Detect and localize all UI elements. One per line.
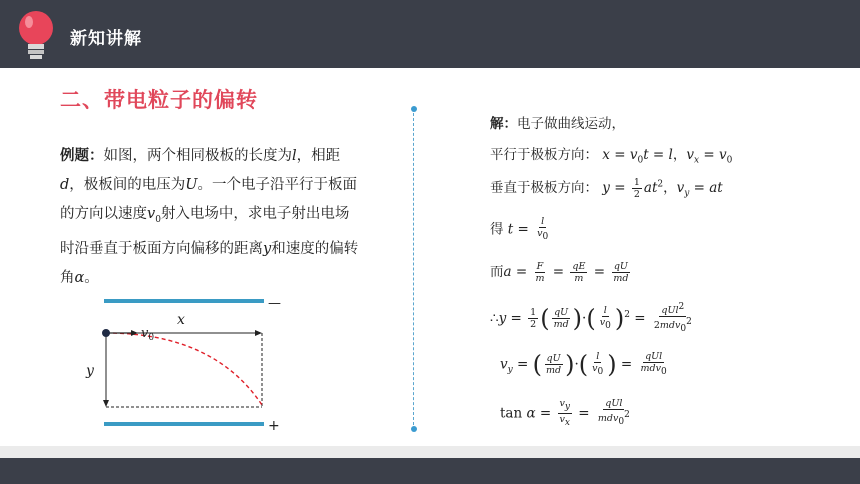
- solution-tag: 解：: [490, 116, 517, 132]
- section-title: 二、带电粒子的偏转: [60, 88, 258, 112]
- symbol-d: d: [60, 177, 70, 193]
- symbol-u: U: [185, 177, 198, 193]
- symbol-y: y: [263, 240, 272, 257]
- example-problem: [60, 142, 360, 293]
- electron-dot: [102, 329, 110, 337]
- example-text: 如图，两个相同极板的长度为: [103, 148, 292, 164]
- electron-trajectory: [106, 333, 262, 405]
- symbol-l: l: [292, 148, 297, 164]
- example-text: 。: [84, 269, 99, 286]
- y-label: y: [86, 363, 94, 379]
- example-text: ，相距: [296, 148, 341, 164]
- example-tag: 例题：: [60, 148, 104, 164]
- x-arrowhead: [255, 330, 262, 336]
- divider-line: [413, 108, 414, 430]
- header-title: 新知讲解: [70, 29, 142, 49]
- example-text: ，极板间的电压为: [69, 177, 186, 193]
- symbol-v0-sub: 0: [155, 214, 161, 225]
- solution-parallel: 平行于极板方向： $x = v_0t = l$，$v_x = v_0$: [490, 147, 733, 166]
- symbol-alpha: α: [74, 269, 85, 286]
- x-label: x: [177, 312, 185, 328]
- v0-label: $v_0$: [141, 326, 155, 343]
- minus-label: —: [268, 296, 281, 311]
- solution-vy: $v_y$ = ( $\frac{qU}{md}$ )·( $\frac{l}{v_0}$ ) = $\frac{\text{qUl}}{mdv_0}$: [500, 350, 667, 379]
- er-label: 而: [490, 264, 504, 280]
- symbol-v0: v: [147, 206, 156, 222]
- solution-text: 电子做曲线运动，: [517, 116, 625, 132]
- y-arrowhead: [103, 400, 109, 407]
- parallel-label: 平行于极板方向：: [490, 147, 598, 163]
- solution-acceleration: 而a = $\frac{F}{m}$ = $\frac{qE}{m}$ = $\frac{qU}{md}$: [490, 260, 629, 284]
- example-text: 射入电场中，求电子射出电场时沿垂直于板面方向偏移的距离: [60, 206, 350, 257]
- vertical-label: 垂直于极板方向：: [490, 180, 598, 196]
- solution-tan: tan α = $\frac{v_y}{v_x}$ = $\frac{\text{qUl}}{mdv_0^2}$: [500, 398, 630, 428]
- therefore-symbol: ∴: [490, 310, 499, 327]
- header-bar: [0, 0, 860, 68]
- example-text: 。一个电子沿平行于板面的方向以速度: [60, 177, 358, 222]
- footer-bar: [0, 458, 860, 484]
- solution-intro: [490, 112, 625, 132]
- solution-time: 得 t = $\frac{l}{v_0}$: [490, 216, 549, 242]
- plus-label: +: [268, 418, 280, 434]
- solution-vertical: 垂直于极板方向： y = $\frac{1}{2}$ $at^2$，$v_y$ = at: [490, 176, 723, 200]
- divider-dot-top: [411, 106, 417, 112]
- de-label: 得: [490, 221, 504, 238]
- deflection-diagram: [86, 290, 294, 440]
- solution-y: ∴y = $\frac{1}{2}$ ( $\frac{qU}{md}$ )·( $\frac{l}{v_0}$ )$^2$ = $\frac{qUl^2}{2mdv_0^2}$: [490, 302, 692, 335]
- example-text: 和速度的偏转角: [60, 240, 359, 286]
- lightbulb-icon: [16, 8, 56, 64]
- divider-dot-bottom: [411, 426, 417, 432]
